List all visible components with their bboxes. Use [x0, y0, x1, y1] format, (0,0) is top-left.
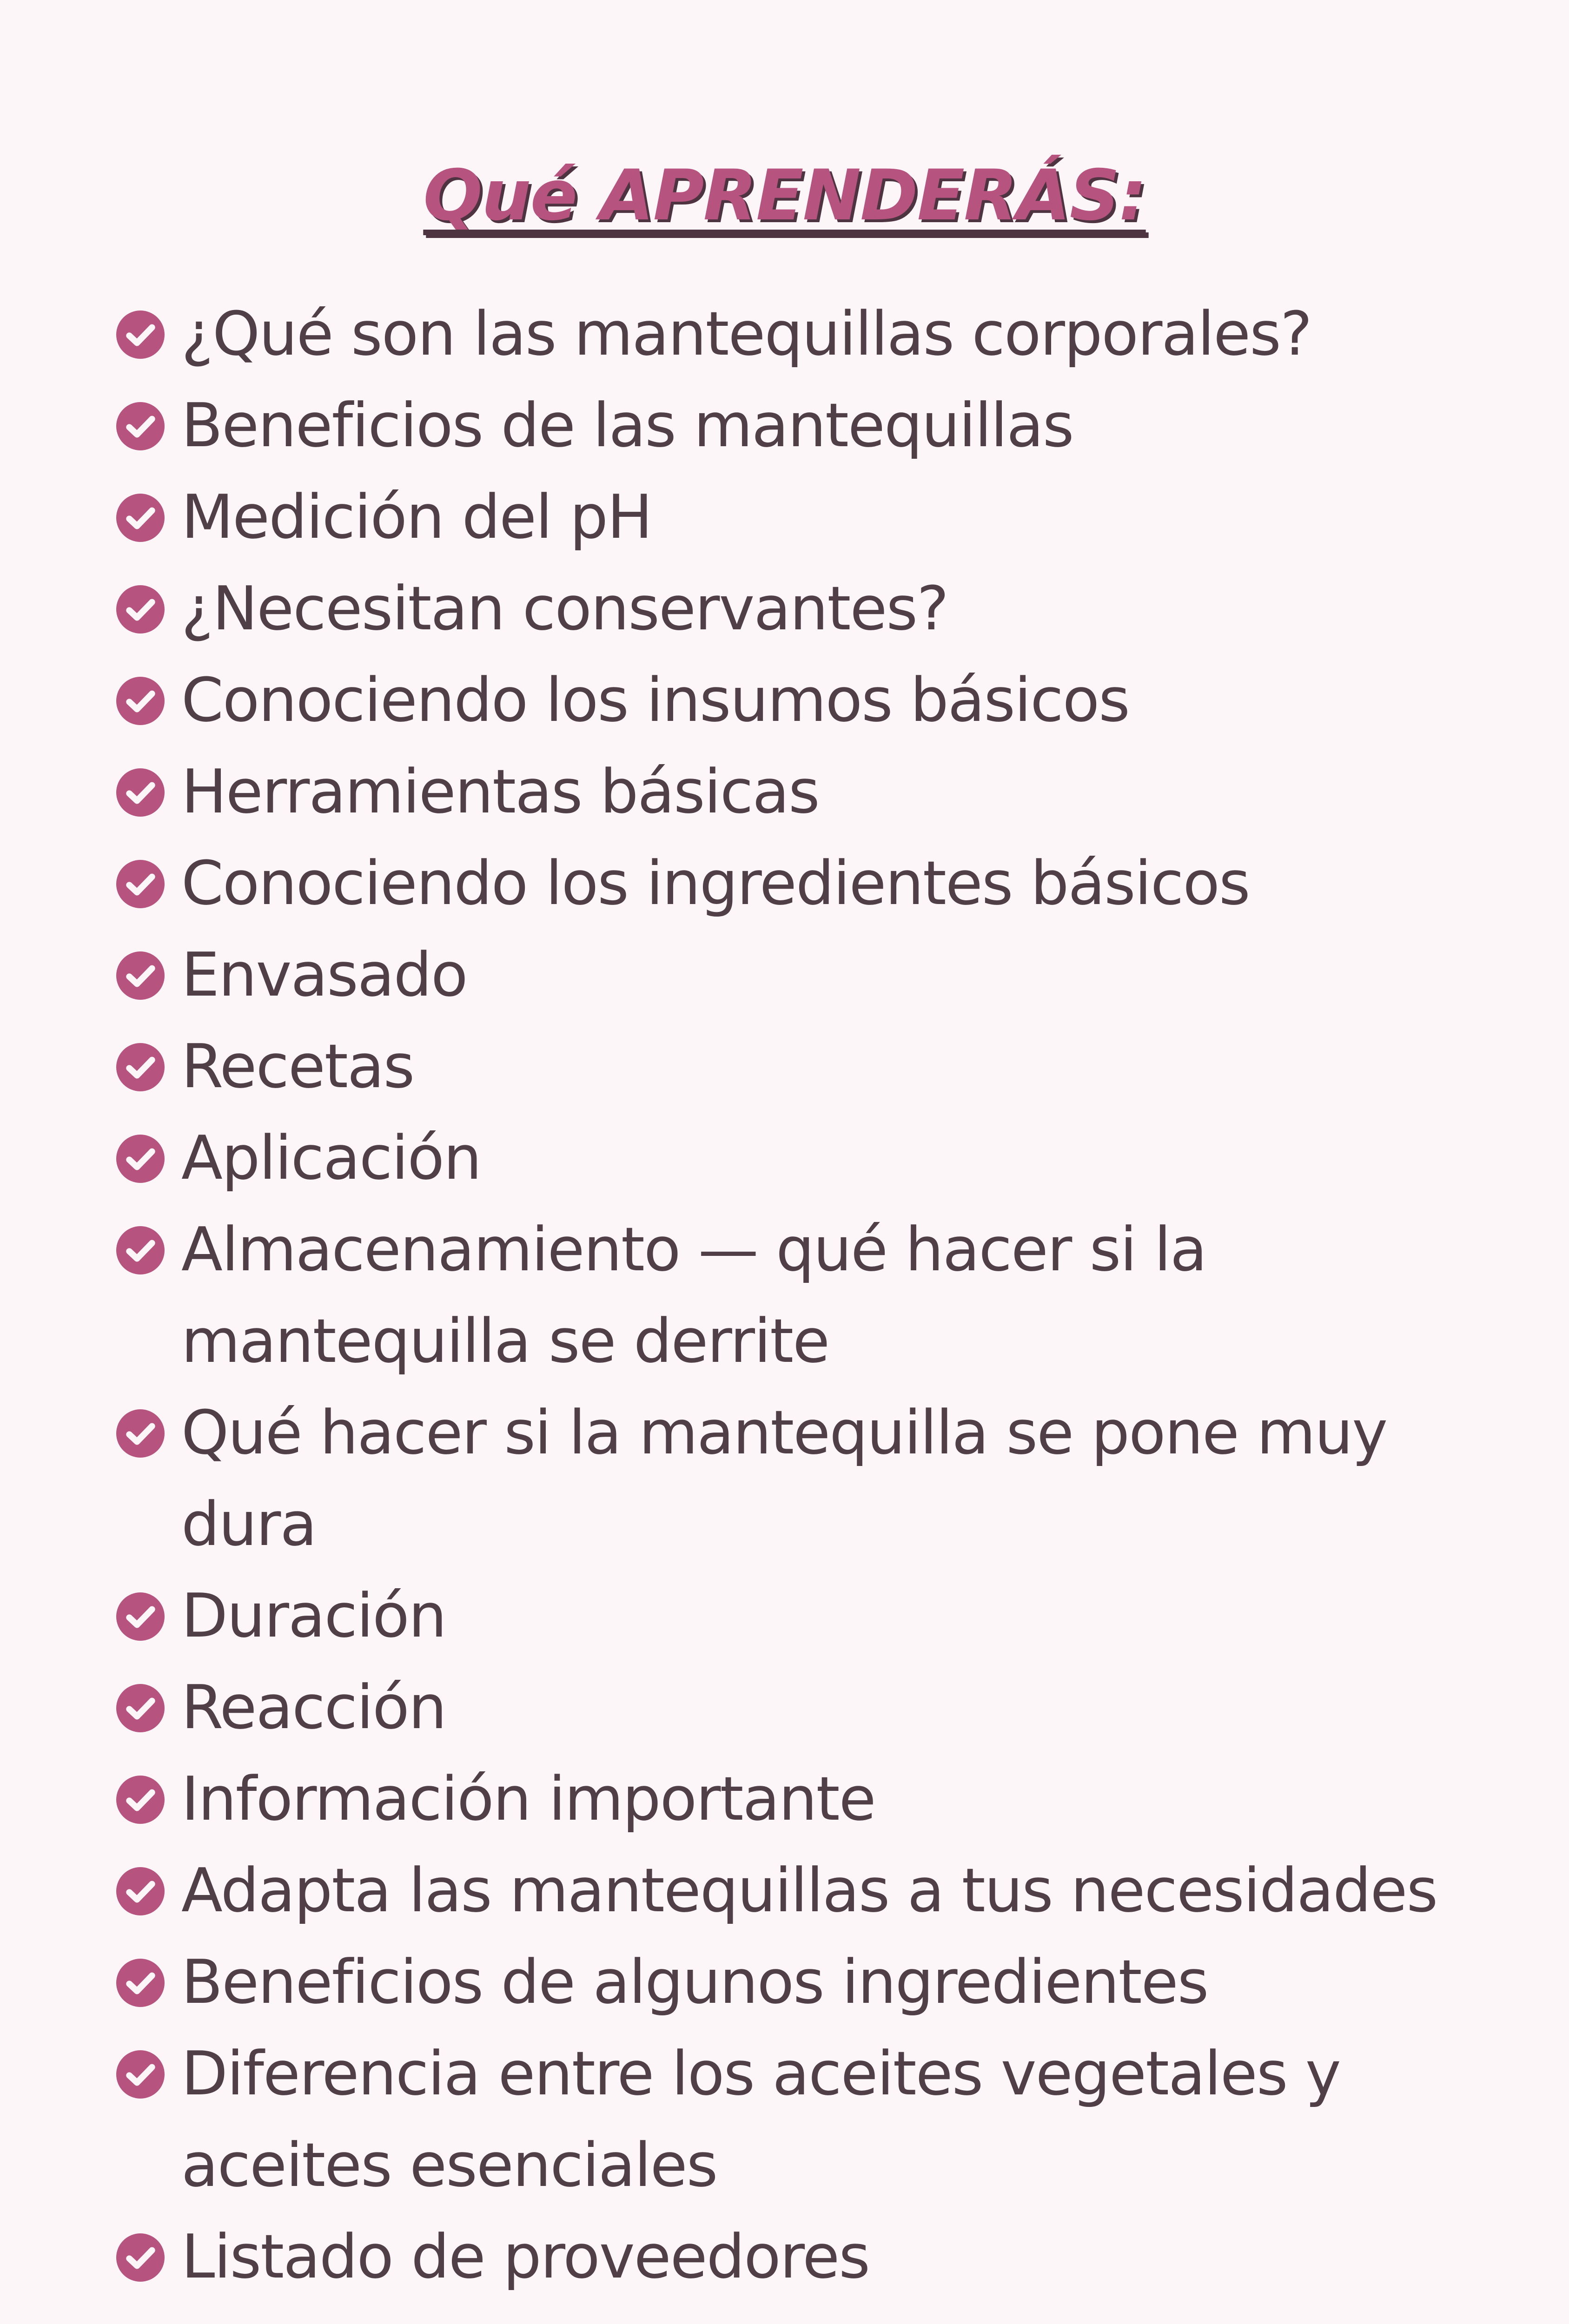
list-item-label: ¿Necesitan conservantes? [181, 573, 948, 644]
check-circle-icon [116, 2233, 165, 2282]
check-circle-icon [116, 860, 165, 908]
check-circle-icon [116, 1226, 165, 1274]
list-item-label: Conociendo los insumos básicos [181, 665, 1129, 735]
list-item [116, 2211, 1511, 2303]
check-circle-icon [116, 1592, 165, 1641]
list-item [116, 2028, 1511, 2211]
list-item [116, 1204, 1511, 1387]
learning-topics-list [116, 288, 1511, 2303]
check-circle-icon [116, 402, 165, 450]
check-circle-icon [116, 951, 165, 1000]
list-item [116, 1845, 1511, 1936]
list-item-label: Reacción [181, 1672, 446, 1743]
list-item-label: Aplicación [181, 1122, 481, 1193]
list-item-label: Envasado [181, 939, 467, 1010]
list-item-label: Qué hacer si la mantequilla se pone muy dura [181, 1397, 1387, 1559]
list-item-label: Medición del pH [181, 482, 652, 552]
check-circle-icon [116, 677, 165, 725]
check-circle-icon [116, 1135, 165, 1183]
list-item [116, 1753, 1511, 1845]
list-item [116, 288, 1511, 380]
page-title: Qué APRENDERÁS: [423, 155, 1146, 236]
list-item [116, 1387, 1511, 1570]
check-circle-icon [116, 310, 165, 359]
check-circle-icon [116, 494, 165, 542]
check-circle-icon [116, 1043, 165, 1091]
list-item [116, 471, 1511, 563]
list-item-label: Herramientas básicas [181, 756, 819, 827]
list-item-label: Listado de proveedores [181, 2221, 870, 2292]
check-circle-icon [116, 2050, 165, 2099]
list-item [116, 746, 1511, 838]
list-item [116, 1112, 1511, 1204]
list-item [116, 929, 1511, 1021]
list-item-label: Adapta las mantequillas a tus necesidades [181, 1855, 1437, 1926]
list-item-label: Información importante [181, 1763, 875, 1834]
check-circle-icon [116, 768, 165, 817]
list-item [116, 563, 1511, 654]
check-circle-icon [116, 1684, 165, 1732]
list-item-label: Diferencia entre los aceites vegetales y aceites esenciales [181, 2038, 1340, 2200]
check-circle-icon [116, 1409, 165, 1458]
list-item-label: Recetas [181, 1031, 414, 1102]
list-item-label: Beneficios de las mantequillas [181, 390, 1073, 461]
list-item [116, 1936, 1511, 2028]
list-item [116, 1662, 1511, 1753]
list-item [116, 654, 1511, 746]
check-circle-icon [116, 1867, 165, 1915]
check-circle-icon [116, 1776, 165, 1824]
list-item-label: ¿Qué son las mantequillas corporales? [181, 298, 1311, 369]
check-circle-icon [116, 1959, 165, 2007]
check-circle-icon [116, 585, 165, 634]
list-item [116, 1570, 1511, 1662]
list-item-label: Duración [181, 1580, 446, 1651]
list-item-label: Almacenamiento — qué hacer si la mantequilla se derrite [181, 1214, 1206, 1376]
list-item [116, 838, 1511, 929]
list-item [116, 380, 1511, 471]
list-item-label: Beneficios de algunos ingredientes [181, 1947, 1208, 2017]
list-item [116, 1021, 1511, 1112]
list-item-label: Conociendo los ingredientes básicos [181, 848, 1250, 918]
